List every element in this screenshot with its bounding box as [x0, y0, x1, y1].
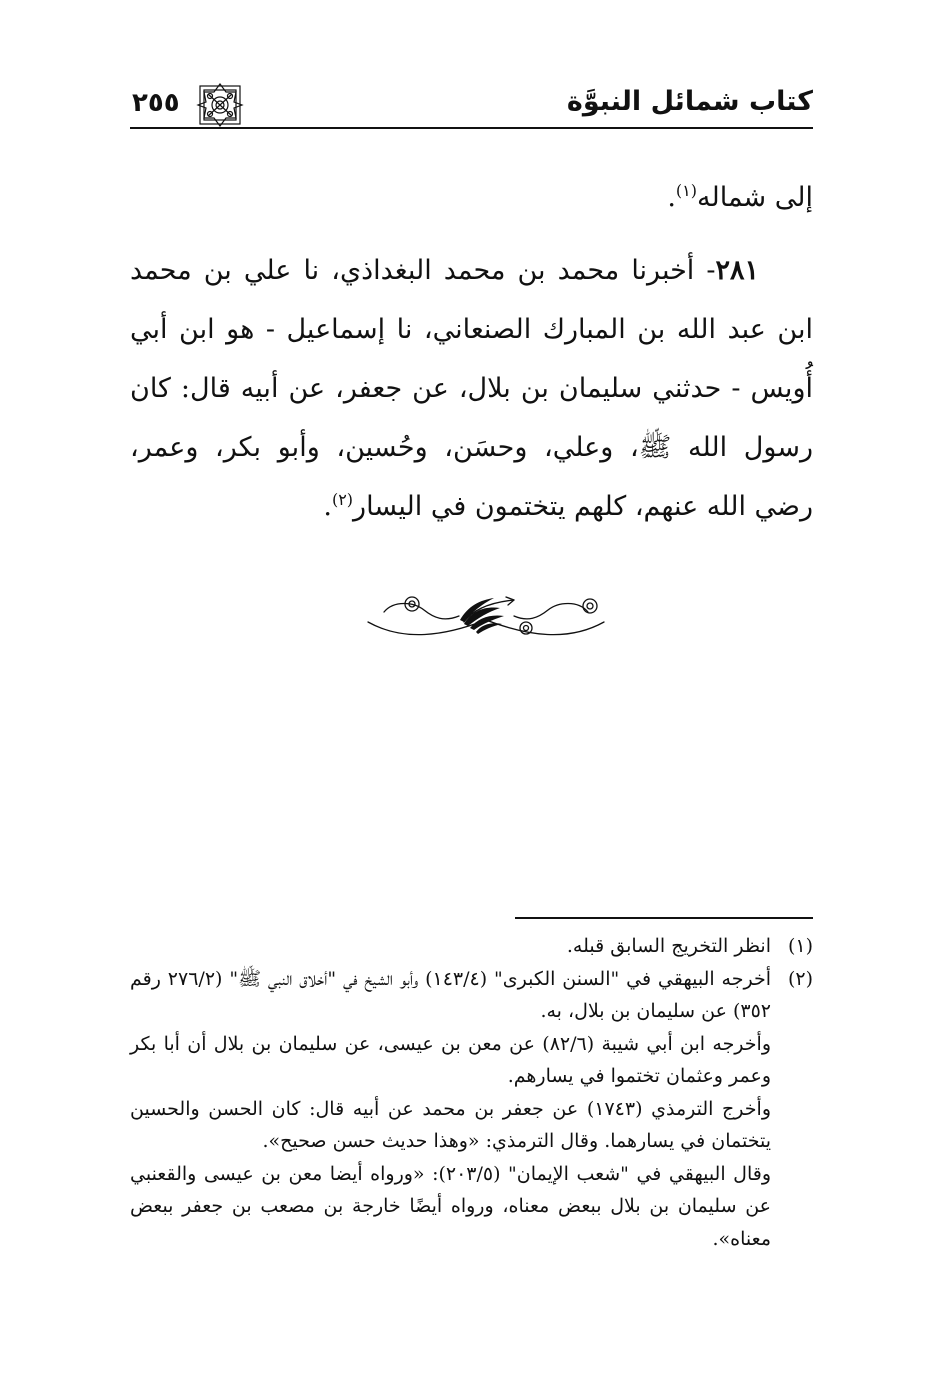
hadith-end: . [323, 491, 332, 522]
hadith-text: - أخبرنا محمد بن محمد البغداذي، نا علي بن محمد ابن عبد الله بن المبارك الصنعاني، نا إسماعيل - هو ابن أبي أُويس - حدثني سليمان بن بلال، عن جعفر، عن أبيه قال: كان رسول الله ﷺ، وعلي، وحسَن، وحُسين، وأبو بكر، وعمر، رضي الله عنهم، كلهم يتختمون في اليسار [130, 255, 813, 522]
footnote-number: (٢) [787, 967, 813, 990]
footnote-number: (١) [787, 935, 813, 957]
footnote-2 [130, 963, 813, 1256]
hadith-number: ٢٨١ [715, 255, 759, 286]
opening-line [130, 168, 813, 227]
footnote-ref-2: (٢) [331, 490, 354, 509]
footnote-paragraph: انظر التخريج السابق قبله. [566, 935, 771, 957]
header-rule [130, 127, 813, 129]
opening-end: . [667, 182, 676, 213]
main-text [130, 168, 813, 536]
geometric-rosette-icon [196, 82, 244, 128]
footnote-rule [515, 917, 813, 919]
footnotes [130, 930, 813, 1255]
footnote-paragraph: وأخرج الترمذي (١٧٤٣) عن جعفر بن محمد عن أبيه قال: كان الحسن والحسين يتختمان في يسارهما. وقال الترمذي: «وهذا حديث حسن صحيح». [130, 1097, 771, 1152]
footnote-paragraph: وأخرجه ابن أبي شيبة (٨٢/٦) عن معن بن عيسى، عن سليمان بن بلال أن أبا بكر وعمر وعثمان تختموا في يسارهم. [130, 1032, 771, 1087]
opening-text: إلى شماله [697, 182, 813, 213]
page-header [130, 82, 813, 130]
book-title: كتاب شمائل النبوَّة [566, 86, 813, 117]
floral-divider-icon [364, 592, 608, 640]
footnote-1 [130, 930, 813, 963]
footnote-ref-1: (١) [675, 181, 698, 200]
page-number: ٢٥٥ [132, 88, 180, 118]
footnote-paragraph: أخرجه البيهقي في "السنن الكبرى" (١٤٣/٤) وأبو الشيخ في "أخلاق النبي ﷺ" (٢٧٦/٢ رقم ٣٥٢) عن سليمان بن بلال، به. [130, 967, 771, 1022]
footnote-paragraph: وقال البيهقي في "شعب الإيمان" (٢٠٣/٥): «ورواه أيضا معن بن عيسى والقعنبي عن سليمان بن بلال ببعض معناه، ورواه أيضًا خارجة بن مصعب بن جعفر ببعض معناه». [130, 1162, 771, 1250]
hadith-paragraph [130, 241, 813, 536]
